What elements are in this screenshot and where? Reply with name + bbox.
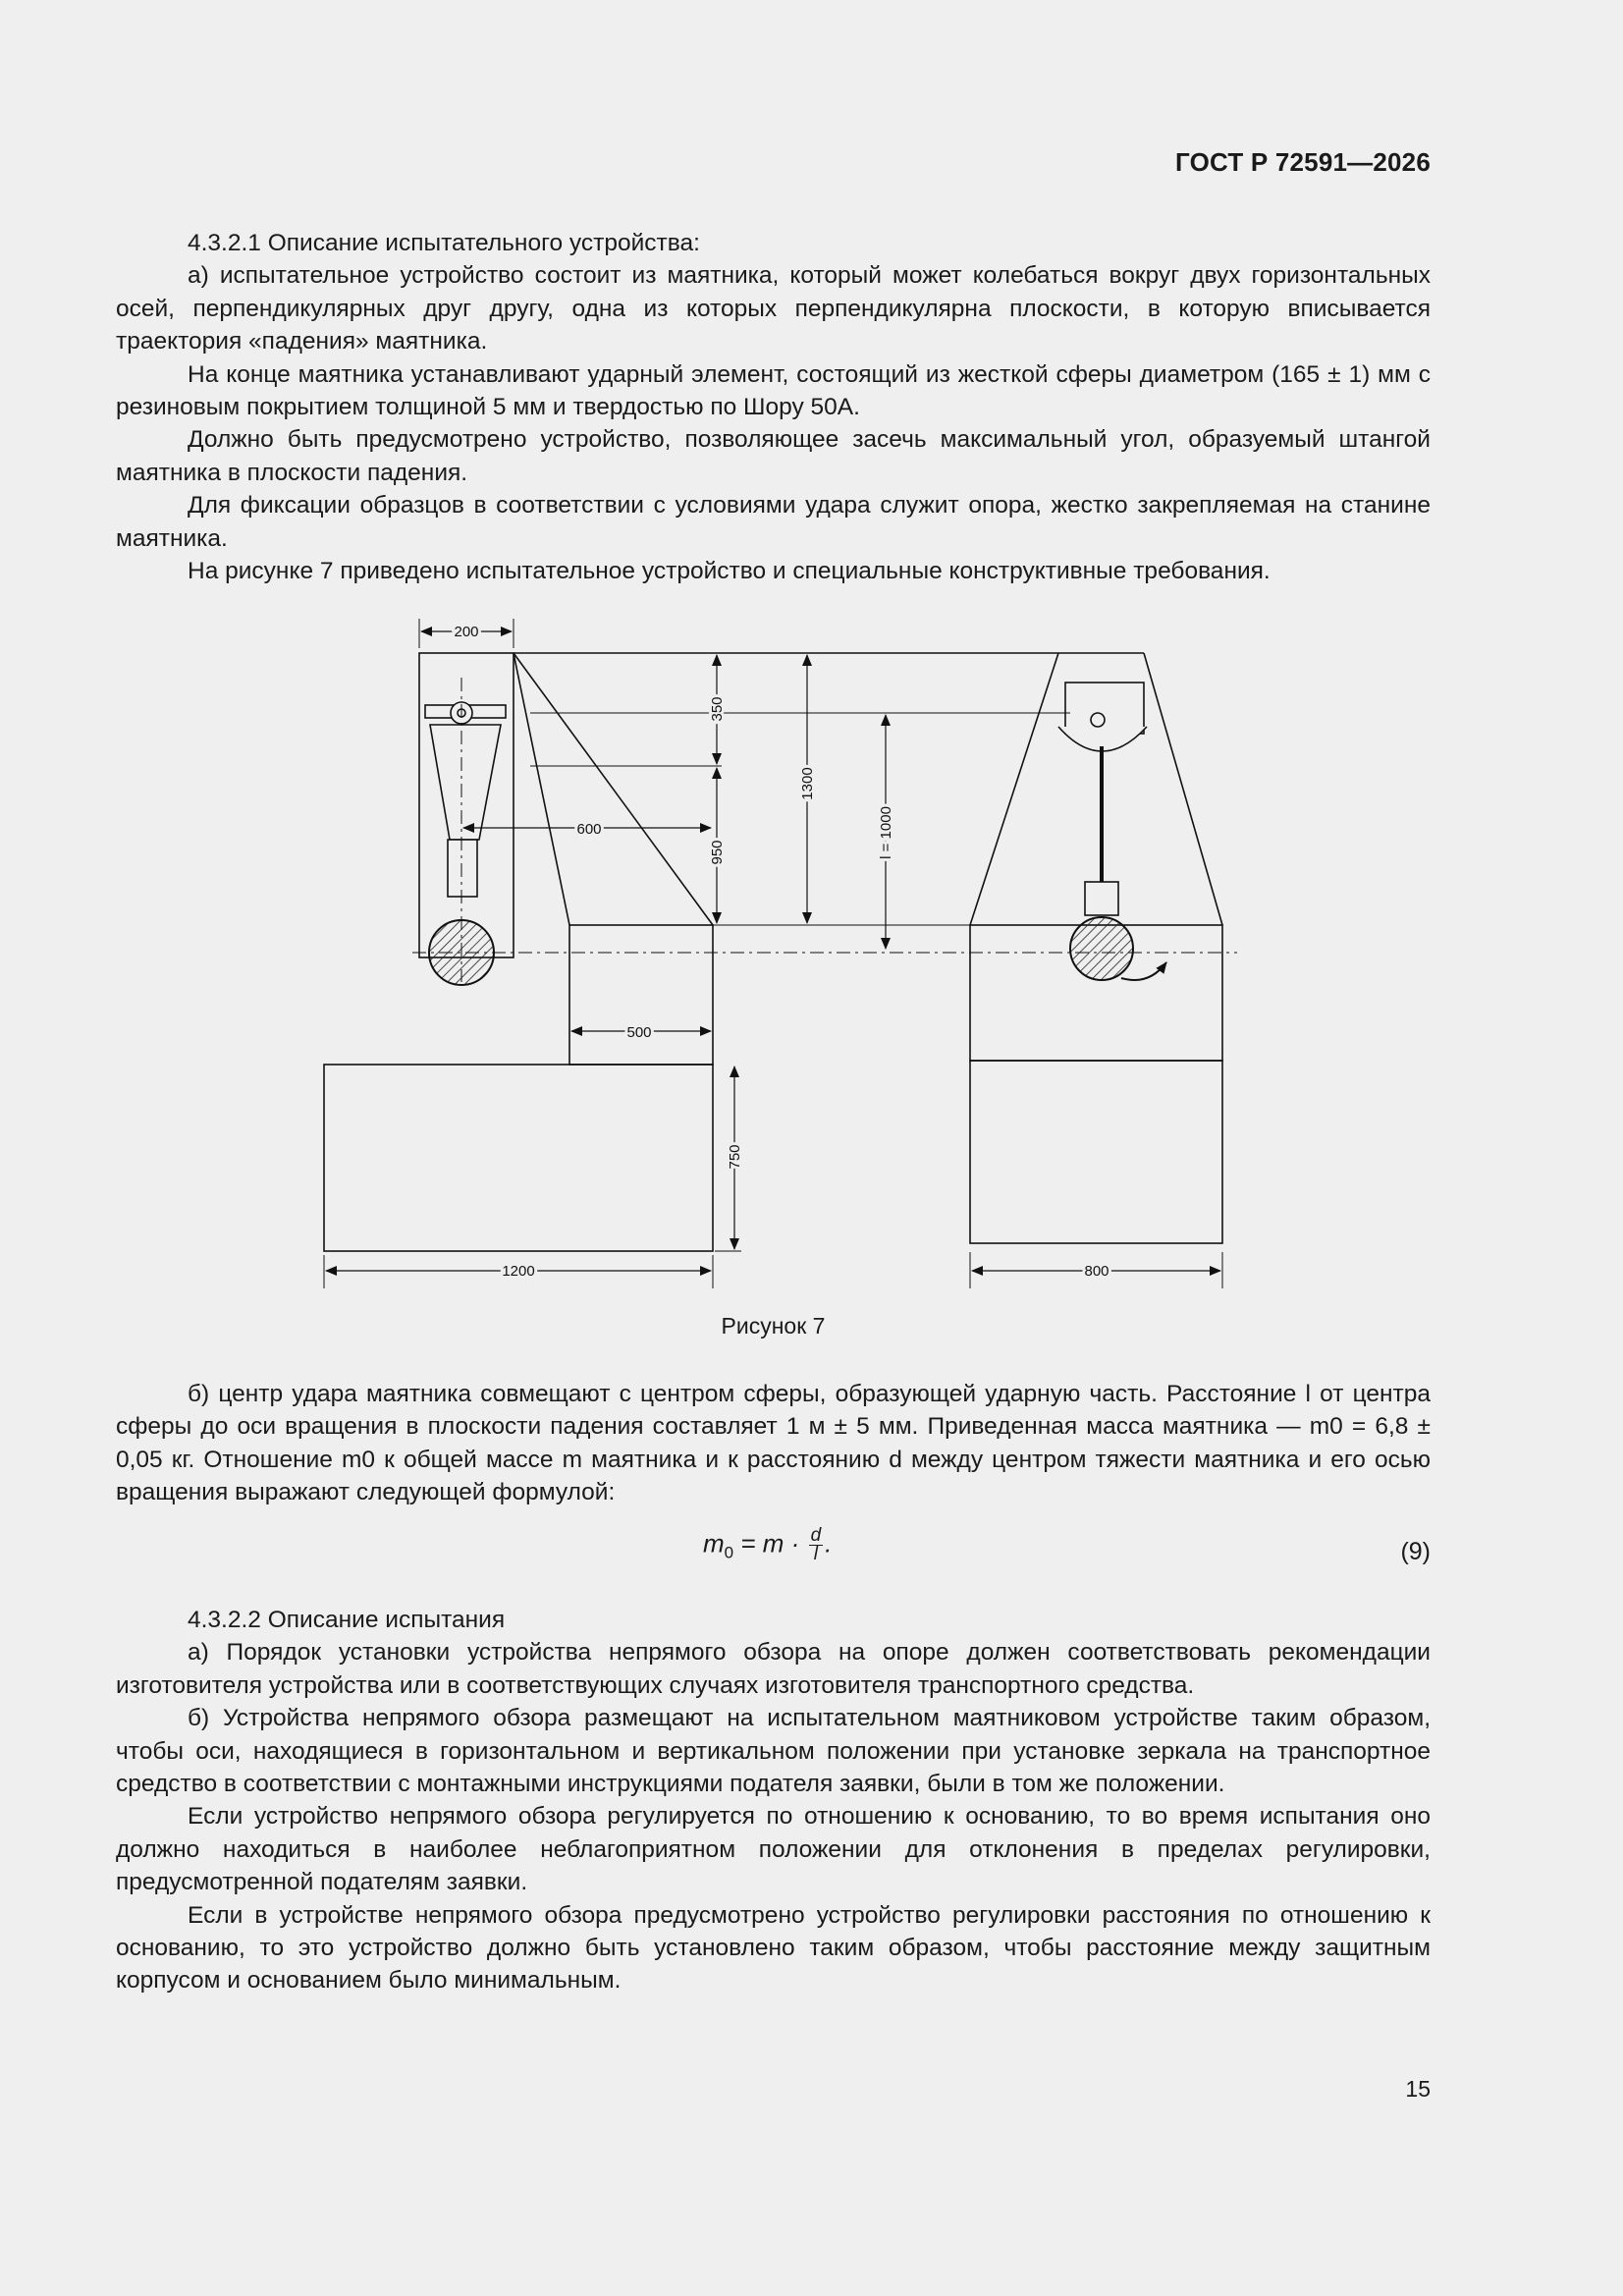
paragraph: Должно быть предусмотрено устройство, позволяющее засечь максимальный угол, образуемый штангой маятника в плоскости падения. — [116, 426, 1431, 486]
formula-end: . — [825, 1528, 833, 1558]
formula-9 — [703, 1527, 832, 1563]
dim-label-1200: 1200 — [502, 1263, 535, 1280]
dim-label-500: 500 — [626, 1024, 652, 1041]
support-block — [569, 925, 713, 1065]
dim-label-350: 350 — [709, 696, 726, 722]
formula-fraction — [809, 1527, 824, 1563]
formula-lhs: m — [703, 1528, 725, 1558]
dim-label-1300: 1300 — [799, 767, 816, 800]
formula-numerator: d — [810, 1525, 822, 1546]
page-number: 15 — [1405, 2076, 1431, 2102]
section-4-3-2-2 — [116, 1604, 1431, 1997]
base-block — [324, 1065, 713, 1251]
right-base — [970, 1061, 1222, 1243]
paragraph: 4.3.2.2 Описание испытания — [188, 1607, 506, 1633]
dim-label-600: 600 — [576, 821, 602, 838]
paragraph: а) испытательное устройство состоит из маятника, который может колебаться вокруг двух горизонтальных осей, перпендикулярных друг другу, одна из которых перпендикулярна плоскости, в которую вписывается траектория «падения» маятника. — [116, 262, 1431, 355]
dim-label-200: 200 — [454, 624, 479, 640]
paragraph: 4.3.2.1 Описание испытательного устройства: — [188, 230, 700, 256]
formula-lhs-sub: 0 — [724, 1543, 734, 1562]
paragraph: а) Порядок установки устройства непрямого обзора на опоре должен соответствовать рекомендации изготовителя устройства или в соответствующих случаях изготовителя транспортного средства. — [116, 1639, 1431, 1699]
dim-label-950: 950 — [709, 840, 726, 865]
formula-denominator: l — [813, 1544, 818, 1564]
right-impact-sphere — [1070, 917, 1133, 980]
document-header: ГОСТ Р 72591—2026 — [1175, 147, 1431, 177]
paragraph: Если в устройстве непрямого обзора предусмотрено устройство регулировки расстояния по отношению к основанию, то это устройство должно быть установлено таким образом, чтобы расстояние между защитным корпусом и основанием было минимальным. — [116, 1901, 1431, 1995]
paragraph: На конце маятника устанавливают ударный элемент, состоящий из жесткой сферы диаметром (165 ± 1) мм с резиновым покрытием толщиной 5 мм и твердостью по Шору 50А. — [116, 360, 1431, 421]
paragraph: Если устройство непрямого обзора регулируется по отношению к основанию, то во время испытания оно должно находиться в наиболее неблагоприятном положении для отклонения в пределах регулировки, предусмотренной подателям заявки. — [116, 1803, 1431, 1896]
formula-rhs: = m · — [740, 1528, 800, 1558]
dim-label-800: 800 — [1084, 1263, 1109, 1280]
equation-number: (9) — [1400, 1538, 1431, 1565]
dim-label-l-1000: l = 1000 — [878, 806, 894, 859]
paragraph: б) центр удара маятника совмещают с центром сферы, образующей ударную часть. Расстояние l от центра сферы до оси вращения в плоскости падения составляет 1 м ± 5 мм. Приведенная масса маятника — m0 = 6,8 ± 0,05 кг. Отношение m0 к общей массе m маятника и к расстоянию d между центром тяжести маятника и его осью вращения выражают следующей формулой: — [116, 1381, 1431, 1506]
section-b-paragraph — [116, 1378, 1431, 1509]
paragraph: На рисунке 7 приведено испытательное устройство и специальные конструктивные требования. — [188, 558, 1271, 585]
figure-caption: Рисунок 7 — [721, 1313, 826, 1339]
paragraph: Для фиксации образцов в соответствии с условиями удара служит опора, жестко закрепляемая на станине маятника. — [116, 492, 1431, 552]
paragraph: б) Устройства непрямого обзора размещают на испытательном маятниковом устройстве таким образом, чтобы оси, находящиеся в горизонтальном и вертикальном положении при установке зеркала на транспортное средство в соответствии с монтажными инструкциями подателя заявки, были в том же положении. — [116, 1705, 1431, 1798]
dim-label-750: 750 — [727, 1144, 743, 1170]
